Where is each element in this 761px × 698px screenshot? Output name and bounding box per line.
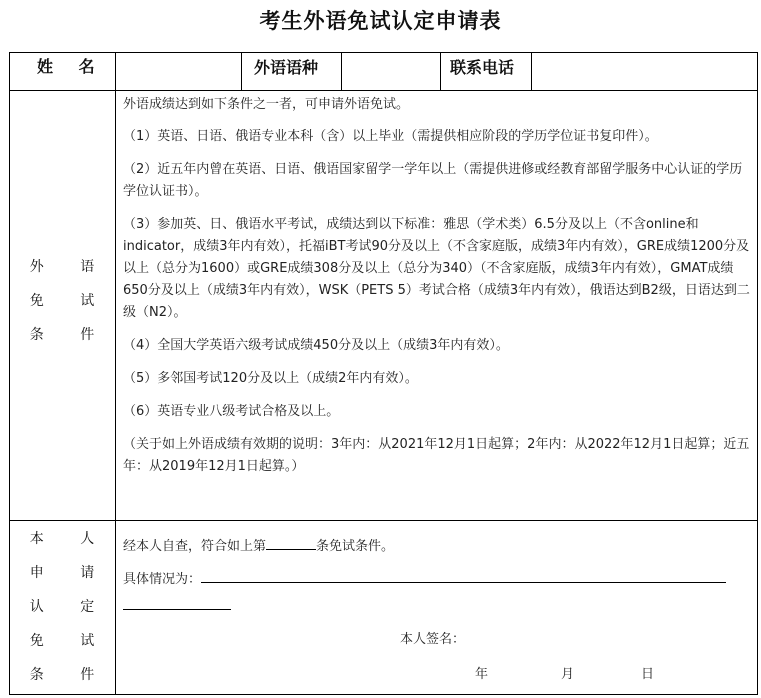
details-blank-2[interactable]: [123, 596, 231, 610]
application-label-line: 本 人: [29, 531, 95, 547]
label-column-divider: [115, 52, 116, 695]
date-day-label: 日: [641, 667, 655, 682]
right-border: [757, 52, 758, 695]
details-label: 具体情况为：: [123, 572, 202, 587]
conditions-intro: 外语成绩达到如下条件之一者，可申请外语免试。: [123, 97, 410, 112]
condition-item: （3）参加英、日、俄语水平考试，成绩达到以下标准：雅思（学术类）6.5分及以上（不含online和indicator，成绩3年内有效），托福iBT考试90分及以上（不含家庭版，成绩3年内有效），GRE成绩1200分及以上（总分为1600）或GRE成绩308分及以上（总分为340）（不含家庭版，成绩3年内有效），GMAT成绩650分及以上（成绩3年内有效），WSK（PETS 5）考试合格（成绩3年内有效），俄语达到B2级，日语达到二级（N2）。: [123, 217, 750, 320]
self-check-suffix: 条免试条件。: [316, 539, 395, 554]
details-blank[interactable]: [201, 569, 726, 583]
conditions-label-line: 外 语: [29, 259, 95, 275]
header-row-divider: [9, 90, 758, 91]
application-form: [9, 52, 758, 695]
condition-item: （2）近五年内曾在英语、日语、俄语国家留学一学年以上（需提供进修或经教育部留学服务中心认证的学历学位认证书）。: [123, 162, 743, 199]
conditions-label: [9, 250, 115, 352]
details-continuation: [123, 596, 231, 617]
phone-label: 联系电话: [450, 58, 515, 77]
language-field[interactable]: [342, 53, 440, 90]
condition-item: （4）全国大学英语六级考试成绩450分及以上（成绩3年内有效）。: [123, 338, 509, 353]
name-label: 姓 名: [37, 57, 95, 76]
condition-item: （5）多邻国考试120分及以上（成绩2年内有效）。: [123, 371, 418, 386]
self-check-prefix: 经本人自查，符合如上第: [123, 539, 267, 554]
bottom-border: [9, 694, 758, 695]
name-field[interactable]: [116, 53, 241, 90]
header-divider-1: [241, 52, 242, 90]
self-check-line: [123, 536, 394, 557]
condition-number-blank[interactable]: [266, 536, 316, 550]
condition-item: （6）英语专业八级考试合格及以上。: [123, 404, 340, 419]
validity-note: （关于如上外语成绩有效期的说明：3年内：从2021年12月1日起算；2年内：从2022年12月1日起算；近五年：从2019年12月1日起算。）: [123, 437, 750, 474]
details-line: [123, 569, 726, 590]
application-label-line: 免 试: [29, 633, 95, 649]
application-label-line: 申 请: [29, 565, 95, 581]
application-label: [9, 522, 115, 692]
signature-label: 本人签名：: [400, 632, 466, 647]
application-label-line: 认 定: [29, 599, 95, 615]
page-title: 考生外语免试认定申请表: [259, 8, 502, 33]
date-month-label: 月: [561, 667, 575, 682]
conditions-content: [123, 94, 750, 489]
header-divider-3: [440, 52, 441, 90]
date-year-label: 年: [475, 667, 489, 682]
phone-field[interactable]: [532, 53, 757, 90]
application-content: [123, 520, 750, 694]
condition-item: （1）英语、日语、俄语专业本科（含）以上毕业（需提供相应阶段的学历学位证书复印件）。: [123, 129, 658, 144]
conditions-label-line: 条 件: [29, 327, 95, 343]
application-label-line: 条 件: [29, 667, 95, 683]
conditions-label-line: 免 试: [29, 293, 95, 309]
language-label: 外语语种: [254, 58, 319, 77]
